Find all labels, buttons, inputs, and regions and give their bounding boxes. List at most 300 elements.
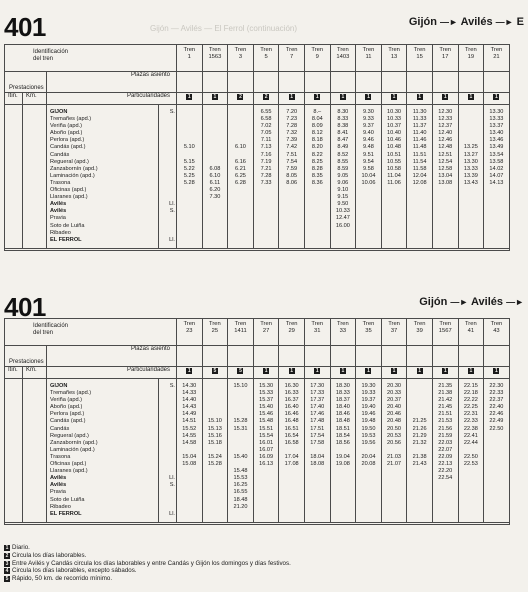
note-badge: 1	[187, 368, 191, 374]
time-cell: 7.33	[260, 179, 272, 186]
note-badge: 1	[213, 94, 217, 100]
footnote-badge: 4	[5, 568, 9, 575]
time-cell	[203, 497, 228, 504]
station-mark	[159, 223, 175, 230]
time-cell	[305, 511, 330, 518]
note-badge: 5	[239, 368, 242, 374]
time-cell: 18.08	[310, 461, 325, 468]
time-cell: 8.28	[311, 165, 323, 172]
time-cell	[459, 109, 484, 116]
time-cell: 11.40	[412, 130, 427, 137]
station-mark: Ll.	[169, 475, 175, 482]
time-cell	[279, 475, 304, 482]
time-cell	[228, 447, 253, 454]
station-mark	[159, 504, 175, 511]
km-cell	[23, 379, 47, 523]
station-mark	[159, 404, 175, 411]
time-cell: 8.41	[337, 130, 349, 137]
train-times	[253, 379, 279, 523]
time-cell: 20.08	[361, 461, 376, 468]
time-cell: 20.40	[387, 404, 402, 411]
station-name: Candás	[50, 425, 70, 432]
time-cell	[459, 511, 484, 518]
time-cell: 14.07	[489, 172, 504, 179]
time-cell: 22.41	[463, 432, 478, 439]
time-cell	[177, 123, 202, 130]
station-mark	[159, 468, 175, 475]
train-number: Tren 43	[484, 319, 510, 346]
time-cell	[331, 468, 356, 475]
time-cell	[356, 482, 381, 489]
time-cell: 8.30	[337, 109, 349, 115]
station-name: Regueral (apd.)	[50, 158, 89, 165]
time-cell: 19.08	[335, 461, 350, 468]
time-cell: 22.25	[463, 404, 478, 411]
time-cell	[203, 152, 228, 159]
time-cell: 20.33	[387, 390, 402, 397]
particulars-cell	[356, 93, 382, 105]
time-cell: 18.48	[233, 496, 248, 503]
time-cell: 15.28	[207, 461, 222, 468]
time-cell: 12.46	[438, 137, 453, 144]
time-cell	[459, 497, 484, 504]
station-name: Avilés	[50, 475, 67, 482]
station-name: Candás (apd.)	[50, 418, 86, 425]
time-cell: 9.40	[363, 130, 374, 137]
time-cell	[382, 489, 407, 496]
time-cell: 18.30	[335, 383, 350, 389]
time-cell: 8.35	[311, 172, 323, 179]
time-cell: 8.04	[311, 116, 323, 123]
station-mark: Ll.	[169, 510, 175, 517]
time-cell	[433, 194, 458, 201]
station-mark: Ll.	[169, 201, 175, 208]
time-cell	[305, 201, 330, 208]
time-cell: 14.13	[489, 179, 504, 186]
time-cell: 9.48	[363, 144, 374, 151]
services-cell	[279, 72, 305, 93]
time-cell: 11.58	[412, 165, 427, 172]
time-cell: 12.58	[438, 165, 453, 172]
time-cell	[305, 187, 330, 194]
time-cell: 10.58	[387, 165, 402, 172]
time-cell	[203, 511, 228, 518]
time-cell	[331, 475, 356, 482]
time-cell: 11.04	[387, 172, 401, 179]
station-mark	[159, 215, 175, 222]
time-cell	[228, 237, 253, 244]
time-cell	[407, 475, 432, 482]
time-cell	[433, 504, 458, 511]
time-cell: 15.04	[182, 453, 197, 460]
time-cell	[228, 215, 253, 222]
station-name: Soto de Luiña	[50, 222, 85, 229]
time-cell	[305, 230, 330, 237]
time-cell	[382, 475, 407, 482]
time-cell	[331, 511, 356, 518]
time-cell: 15.46	[259, 411, 274, 418]
time-cell	[279, 230, 304, 237]
time-cell	[484, 454, 509, 461]
footnotes	[4, 544, 524, 583]
time-cell	[356, 468, 381, 475]
time-cell: 7.19	[260, 158, 272, 165]
train-times	[202, 105, 228, 249]
time-cell: 16.46	[284, 411, 299, 418]
time-cell: 7.54	[286, 158, 298, 165]
time-cell	[228, 230, 253, 237]
time-cell	[484, 230, 509, 237]
station-mark	[159, 390, 175, 397]
time-cell: 18.46	[335, 411, 350, 418]
time-cell	[228, 440, 253, 447]
time-cell: 13.49	[489, 144, 504, 151]
time-cell	[279, 215, 304, 222]
time-cell: 12.48	[438, 144, 453, 151]
time-cell: 22.50	[489, 425, 504, 432]
time-cell	[254, 187, 279, 194]
train-times	[356, 105, 382, 249]
time-cell	[433, 230, 458, 237]
time-cell: 12.30	[438, 109, 453, 115]
time-cell: 15.28	[233, 418, 248, 425]
particulars-cell	[228, 367, 254, 379]
time-cell	[382, 237, 407, 244]
time-cell: 12.04	[412, 172, 427, 179]
time-cell: 22.18	[463, 390, 478, 397]
note-badge: 1	[469, 94, 473, 100]
time-cell: 8.36	[311, 179, 323, 186]
time-cell: 5.22	[183, 165, 195, 172]
time-cell: 12.37	[438, 123, 453, 130]
route-header: Gijón —► Avilés —► E	[408, 16, 524, 28]
time-cell: 7.02	[260, 123, 272, 130]
time-cell: 12.33	[438, 116, 453, 123]
time-cell	[382, 194, 407, 201]
time-cell	[279, 447, 304, 454]
time-cell: 19.48	[361, 418, 376, 425]
time-cell: 7.13	[260, 144, 272, 151]
time-cell: 15.16	[207, 432, 222, 439]
time-cell: 6.10	[209, 172, 221, 179]
time-cell: 15.40	[259, 404, 274, 411]
station-mark	[159, 447, 175, 454]
time-cell: 13.39	[463, 172, 478, 179]
time-cell: 6.08	[209, 165, 221, 172]
station-name: Pravia	[50, 489, 66, 496]
time-cell: 9.33	[363, 116, 374, 123]
time-cell	[356, 187, 381, 194]
time-cell	[433, 215, 458, 222]
time-cell	[228, 187, 253, 194]
time-cell: 10.30	[387, 109, 402, 115]
train-times	[407, 105, 433, 249]
ident-row	[5, 45, 510, 72]
time-cell: 21.38	[438, 390, 453, 397]
time-cell: 7.23	[286, 116, 298, 123]
time-cell: 11.37	[412, 123, 427, 130]
timetable-table-1	[4, 44, 510, 251]
timetable-section-2	[0, 290, 528, 540]
time-cell: 12.51	[438, 151, 453, 158]
train-times	[228, 379, 254, 523]
train-number: Tren 17	[432, 45, 458, 72]
train-number: Tren 39	[407, 319, 433, 346]
station-mark	[159, 497, 175, 504]
time-cell: 18.37	[335, 397, 350, 404]
time-cell: 14.49	[182, 411, 197, 418]
time-cell	[433, 237, 458, 244]
particulars-cell	[484, 93, 510, 105]
time-cell: 9.10	[337, 187, 349, 194]
services-cell	[253, 346, 279, 367]
time-cell: 17.54	[310, 432, 325, 439]
seats-label: Plazas asiento	[47, 346, 177, 367]
time-cell: 15.37	[259, 397, 274, 404]
time-cell: 11.30	[412, 109, 427, 115]
station-name: Ribadeo	[50, 229, 71, 236]
time-cell: 9.05	[337, 172, 349, 179]
time-cell: 19.30	[361, 383, 376, 389]
station-name: Tremañes (apd.)	[50, 390, 92, 397]
particulars-label: Particularidades	[47, 367, 177, 379]
time-cell: 16.51	[284, 425, 299, 432]
time-cell: 15.53	[233, 475, 248, 482]
time-cell: 17.48	[310, 418, 325, 425]
station-name: GIJON	[50, 383, 68, 389]
time-cell: 15.10	[207, 418, 222, 425]
time-cell	[484, 461, 509, 468]
time-cell	[382, 504, 407, 511]
line-number: 401	[4, 292, 46, 322]
time-cell: 18.40	[335, 404, 350, 411]
time-cell: 8.–	[313, 109, 322, 115]
time-cell	[356, 230, 381, 237]
train-number: Tren 33	[330, 319, 356, 346]
station-name: Zanzabornín (apd.)	[50, 165, 98, 172]
time-cell	[484, 447, 509, 454]
station-mark	[159, 194, 175, 201]
time-cell: 22.33	[463, 418, 478, 425]
time-cell	[407, 497, 432, 504]
time-cell	[254, 237, 279, 244]
km-label: Km.	[23, 93, 47, 105]
time-cell: 18.51	[335, 425, 350, 432]
time-cell	[177, 130, 202, 137]
time-cell: 7.39	[286, 137, 298, 144]
time-cell: 22.03	[438, 439, 453, 446]
train-times	[177, 105, 203, 249]
time-cell	[203, 159, 228, 166]
time-cell: 15.10	[233, 383, 248, 389]
time-cell	[407, 237, 432, 244]
time-cell: 7.16	[260, 151, 272, 158]
services-cell	[304, 346, 330, 367]
time-cell	[203, 411, 228, 418]
time-cell	[254, 201, 279, 208]
time-cell	[433, 489, 458, 496]
time-cell	[331, 237, 356, 244]
time-cell: 21.20	[233, 503, 248, 510]
services-cell	[202, 346, 228, 367]
services-cell	[432, 346, 458, 367]
particulars-cell	[330, 93, 356, 105]
time-cell	[254, 223, 279, 230]
time-cell: 21.43	[412, 461, 427, 468]
particulars-cell	[432, 367, 458, 379]
time-cell	[305, 497, 330, 504]
time-cell: 11.06	[387, 179, 401, 186]
time-cell	[459, 201, 484, 208]
station-name: Oficinas (apd.)	[50, 187, 87, 194]
time-cell: 13.37	[489, 123, 504, 130]
particulars-cell	[253, 367, 279, 379]
station-name: Pravia	[50, 215, 66, 222]
time-cell: 15.51	[259, 425, 274, 432]
route-header: Gijón —► Avilés —►	[419, 296, 524, 308]
time-cell	[203, 489, 228, 496]
time-cell: 8.38	[337, 123, 349, 130]
note-badge: 1	[392, 368, 396, 374]
time-cell: 14.55	[182, 432, 197, 439]
time-cell	[331, 447, 356, 454]
itin-cell	[5, 105, 23, 249]
time-cell	[305, 194, 330, 201]
footnote-badge: 1	[5, 545, 9, 551]
time-cell	[228, 461, 253, 468]
time-cell	[203, 383, 228, 390]
time-cell: 22.40	[489, 404, 504, 411]
note-badge: 1	[443, 368, 447, 374]
train-number: Tren 1567	[432, 319, 458, 346]
time-cell: 22.13	[438, 461, 453, 468]
time-cell	[407, 215, 432, 222]
time-cell	[459, 230, 484, 237]
particulars-cell	[177, 367, 203, 379]
note-badge: 1	[290, 368, 294, 374]
km-label: Km.	[23, 367, 47, 379]
time-cell: 16.40	[284, 404, 299, 411]
time-cell: 20.48	[387, 418, 402, 425]
train-times	[356, 379, 382, 523]
time-cell	[356, 215, 381, 222]
time-cell	[459, 194, 484, 201]
time-cell: 10.40	[387, 130, 402, 137]
train-number: Tren 31	[304, 319, 330, 346]
station-mark	[159, 116, 175, 123]
footnote-item	[4, 544, 524, 552]
time-cell: 10.06	[361, 179, 376, 186]
time-cell: 19.50	[361, 425, 376, 432]
services-cell	[458, 72, 484, 93]
station-name: Veriña (apd.)	[50, 123, 83, 130]
time-cell	[459, 130, 484, 137]
station-name: Zanzabornín (apd.)	[50, 439, 98, 446]
note-badge: 1	[290, 94, 294, 100]
station-mark	[159, 418, 175, 425]
time-cell	[407, 187, 432, 194]
particulars-cell	[407, 93, 433, 105]
note-badge: 1	[264, 368, 268, 374]
bottom-row	[5, 248, 510, 250]
time-cell	[459, 475, 484, 482]
time-cell	[305, 237, 330, 244]
time-cell	[484, 440, 509, 447]
note-badge: 1	[341, 94, 345, 100]
time-cell: 11.33	[412, 116, 427, 123]
footnote-item	[4, 560, 524, 568]
services-cell	[202, 72, 228, 93]
train-times	[279, 105, 305, 249]
station-mark	[159, 489, 175, 496]
time-cell	[305, 468, 330, 475]
station-names	[47, 379, 159, 523]
train-number: Tren 1403	[330, 45, 356, 72]
time-cell: 19.46	[361, 411, 376, 418]
services-cell	[381, 346, 407, 367]
time-cell	[279, 187, 304, 194]
itin-label: Itin.	[5, 367, 23, 379]
train-number: Tren 19	[458, 45, 484, 72]
time-cell	[356, 237, 381, 244]
time-cell	[203, 397, 228, 404]
time-cell: 17.04	[284, 453, 299, 460]
time-cell: 13.25	[463, 144, 478, 151]
time-cell	[433, 208, 458, 215]
time-cell	[228, 152, 253, 159]
note-badge: 1	[495, 94, 498, 100]
time-cell: 21.26	[412, 425, 427, 432]
time-cell: 20.53	[387, 432, 402, 439]
station-mark	[159, 230, 175, 237]
time-cell	[177, 511, 202, 518]
time-cell: 21.38	[412, 453, 427, 460]
ghost-header: Gijón — Avilés — El Ferrol (continuación)	[150, 24, 298, 33]
time-cell	[459, 137, 484, 144]
time-cell	[203, 123, 228, 130]
time-cell: 22.44	[463, 439, 478, 446]
time-cell: 15.24	[207, 453, 222, 460]
time-cell	[254, 511, 279, 518]
time-cell: 14.30	[182, 383, 197, 389]
station-mark	[159, 173, 175, 180]
station-name: EL FERROL	[50, 510, 82, 517]
time-cell: 13.33	[489, 116, 504, 123]
time-cell	[484, 237, 509, 244]
time-cell: 22.50	[463, 453, 478, 460]
time-cell: 22.38	[463, 425, 478, 432]
time-cell	[203, 208, 228, 215]
note-badge: 1	[418, 94, 422, 100]
time-cell	[279, 482, 304, 489]
time-cell: 16.00	[335, 222, 350, 229]
station-mark	[159, 461, 175, 468]
station-name: Perlora (apd.)	[50, 137, 85, 144]
time-cell: 13.04	[438, 172, 453, 179]
time-cell: 9.54	[363, 158, 374, 165]
time-cell	[254, 468, 279, 475]
time-cell: 14.40	[182, 397, 197, 404]
time-cell	[459, 447, 484, 454]
footnote-item	[4, 575, 524, 583]
time-cell: 8.49	[337, 144, 349, 151]
time-cell: 16.09	[259, 453, 274, 460]
time-cell: 13.08	[438, 179, 453, 186]
time-cell: 17.30	[310, 383, 325, 389]
train-number: Tren 23	[177, 319, 203, 346]
station-mark	[159, 433, 175, 440]
note-badge: 1	[443, 94, 447, 100]
